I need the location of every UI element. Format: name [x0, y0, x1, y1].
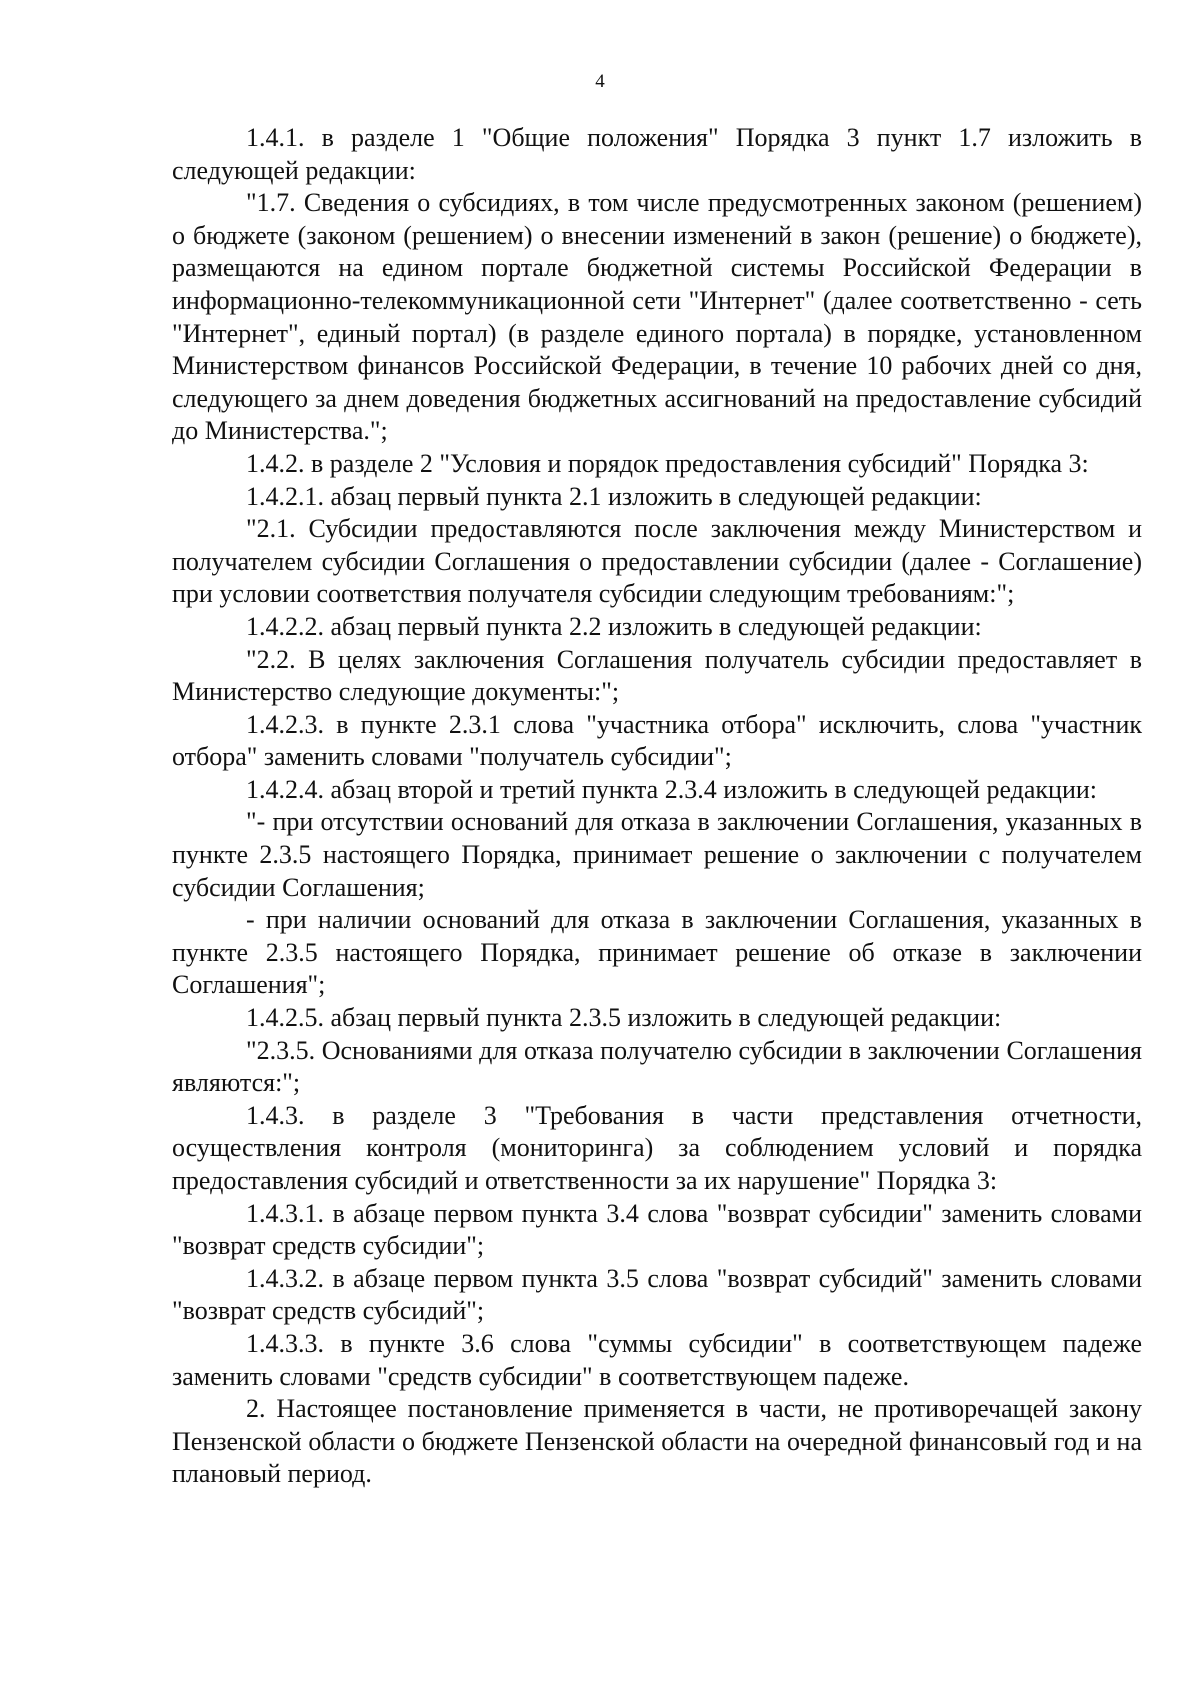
paragraph-1-4-2-5: 1.4.2.5. абзац первый пункта 2.3.5 изложить в следующей редакции:: [246, 1003, 1002, 1033]
paragraph-quote-2-2: "2.2. В целях заключения Соглашения получатель субсидии предоставляет в Министерство следующие документы:";: [172, 644, 1142, 707]
paragraph-quote-absence: "- при отсутствии оснований для отказа в заключении Соглашения, указанных в пункте 2.3.5 настоящего Порядка, принимает решение о заключении с получателем субсидии Соглашения;: [172, 807, 1142, 902]
paragraph-1-4-2-1: 1.4.2.1. абзац первый пункта 2.1 изложить в следующей редакции:: [246, 481, 982, 511]
paragraph-1-4-3-3: 1.4.3.3. в пункте 3.6 слова "суммы субсидии" в соответствующем падеже заменить словами "средств субсидии" в соответствующем падеже.: [172, 1328, 1142, 1391]
paragraph-1-4-3-1: 1.4.3.1. в абзаце первом пункта 3.4 слова "возврат субсидии" заменить словами "возврат средств субсидии";: [172, 1198, 1142, 1261]
paragraph-1-4-2-4: 1.4.2.4. абзац второй и третий пункта 2.3.4 изложить в следующей редакции:: [246, 774, 1098, 804]
paragraph-1-4-3: 1.4.3. в разделе 3 "Требования в части представления отчетности, осуществления контроля (мониторинга) за соблюдением условий и порядка предоставления субсидий и ответственности за их нарушение" Порядка 3:: [172, 1100, 1142, 1195]
paragraph-quote-1-7: "1.7. Сведения о субсидиях, в том числе предусмотренных законом (решением) о бюджете (законом (решением) о внесении изменений в закон (решение) о бюджете), размещаются на едином портале бюджетной системы Российской Федерации в информационно-телекоммуникационной сети "Интернет" (далее соответственно - сеть "Интернет", единый портал) (в разделе единого портала) в порядке, установленном Министерством финансов Российской Федерации, в течение 10 рабочих дней со дня, следующего за днем доведения бюджетных ассигнований на предоставление субсидий до Министерства.";: [172, 188, 1142, 446]
document-body: [172, 122, 1142, 1491]
paragraph-quote-2-1: "2.1. Субсидии предоставляются после заключения между Министерством и получателем субсидии Соглашения о предоставлении субсидии (далее - Соглашение) при условии соответствия получателя субсидии следующим требованиям:";: [172, 514, 1142, 609]
paragraph-quote-presence: - при наличии оснований для отказа в заключении Соглашения, указанных в пункте 2.3.5 настоящего Порядка, принимает решение об отказе в заключении Соглашения";: [172, 905, 1142, 1000]
paragraph-1-4-3-2: 1.4.3.2. в абзаце первом пункта 3.5 слова "возврат субсидий" заменить словами "возврат средств субсидий";: [172, 1263, 1142, 1326]
paragraph-1-4-2-2: 1.4.2.2. абзац первый пункта 2.2 изложить в следующей редакции:: [246, 611, 982, 641]
paragraph-1-4-1: 1.4.1. в разделе 1 "Общие положения" Порядка 3 пункт 1.7 изложить в следующей редакции:: [172, 123, 1142, 185]
paragraph-1-4-2-3: 1.4.2.3. в пункте 2.3.1 слова "участника отбора" исключить, слова "участник отбора" заменить словами "получатель субсидии";: [172, 709, 1142, 772]
paragraph-2: 2. Настоящее постановление применяется в части, не противоречащей закону Пензенской области о бюджете Пензенской области на очередной финансовый год и на плановый период.: [172, 1394, 1142, 1489]
page-number: 4: [595, 71, 605, 92]
paragraph-1-4-2: 1.4.2. в разделе 2 "Условия и порядок предоставления субсидий" Порядка 3:: [246, 448, 1089, 478]
paragraph-quote-2-3-5: "2.3.5. Основаниями для отказа получателю субсидии в заключении Соглашения являются:";: [172, 1035, 1142, 1098]
